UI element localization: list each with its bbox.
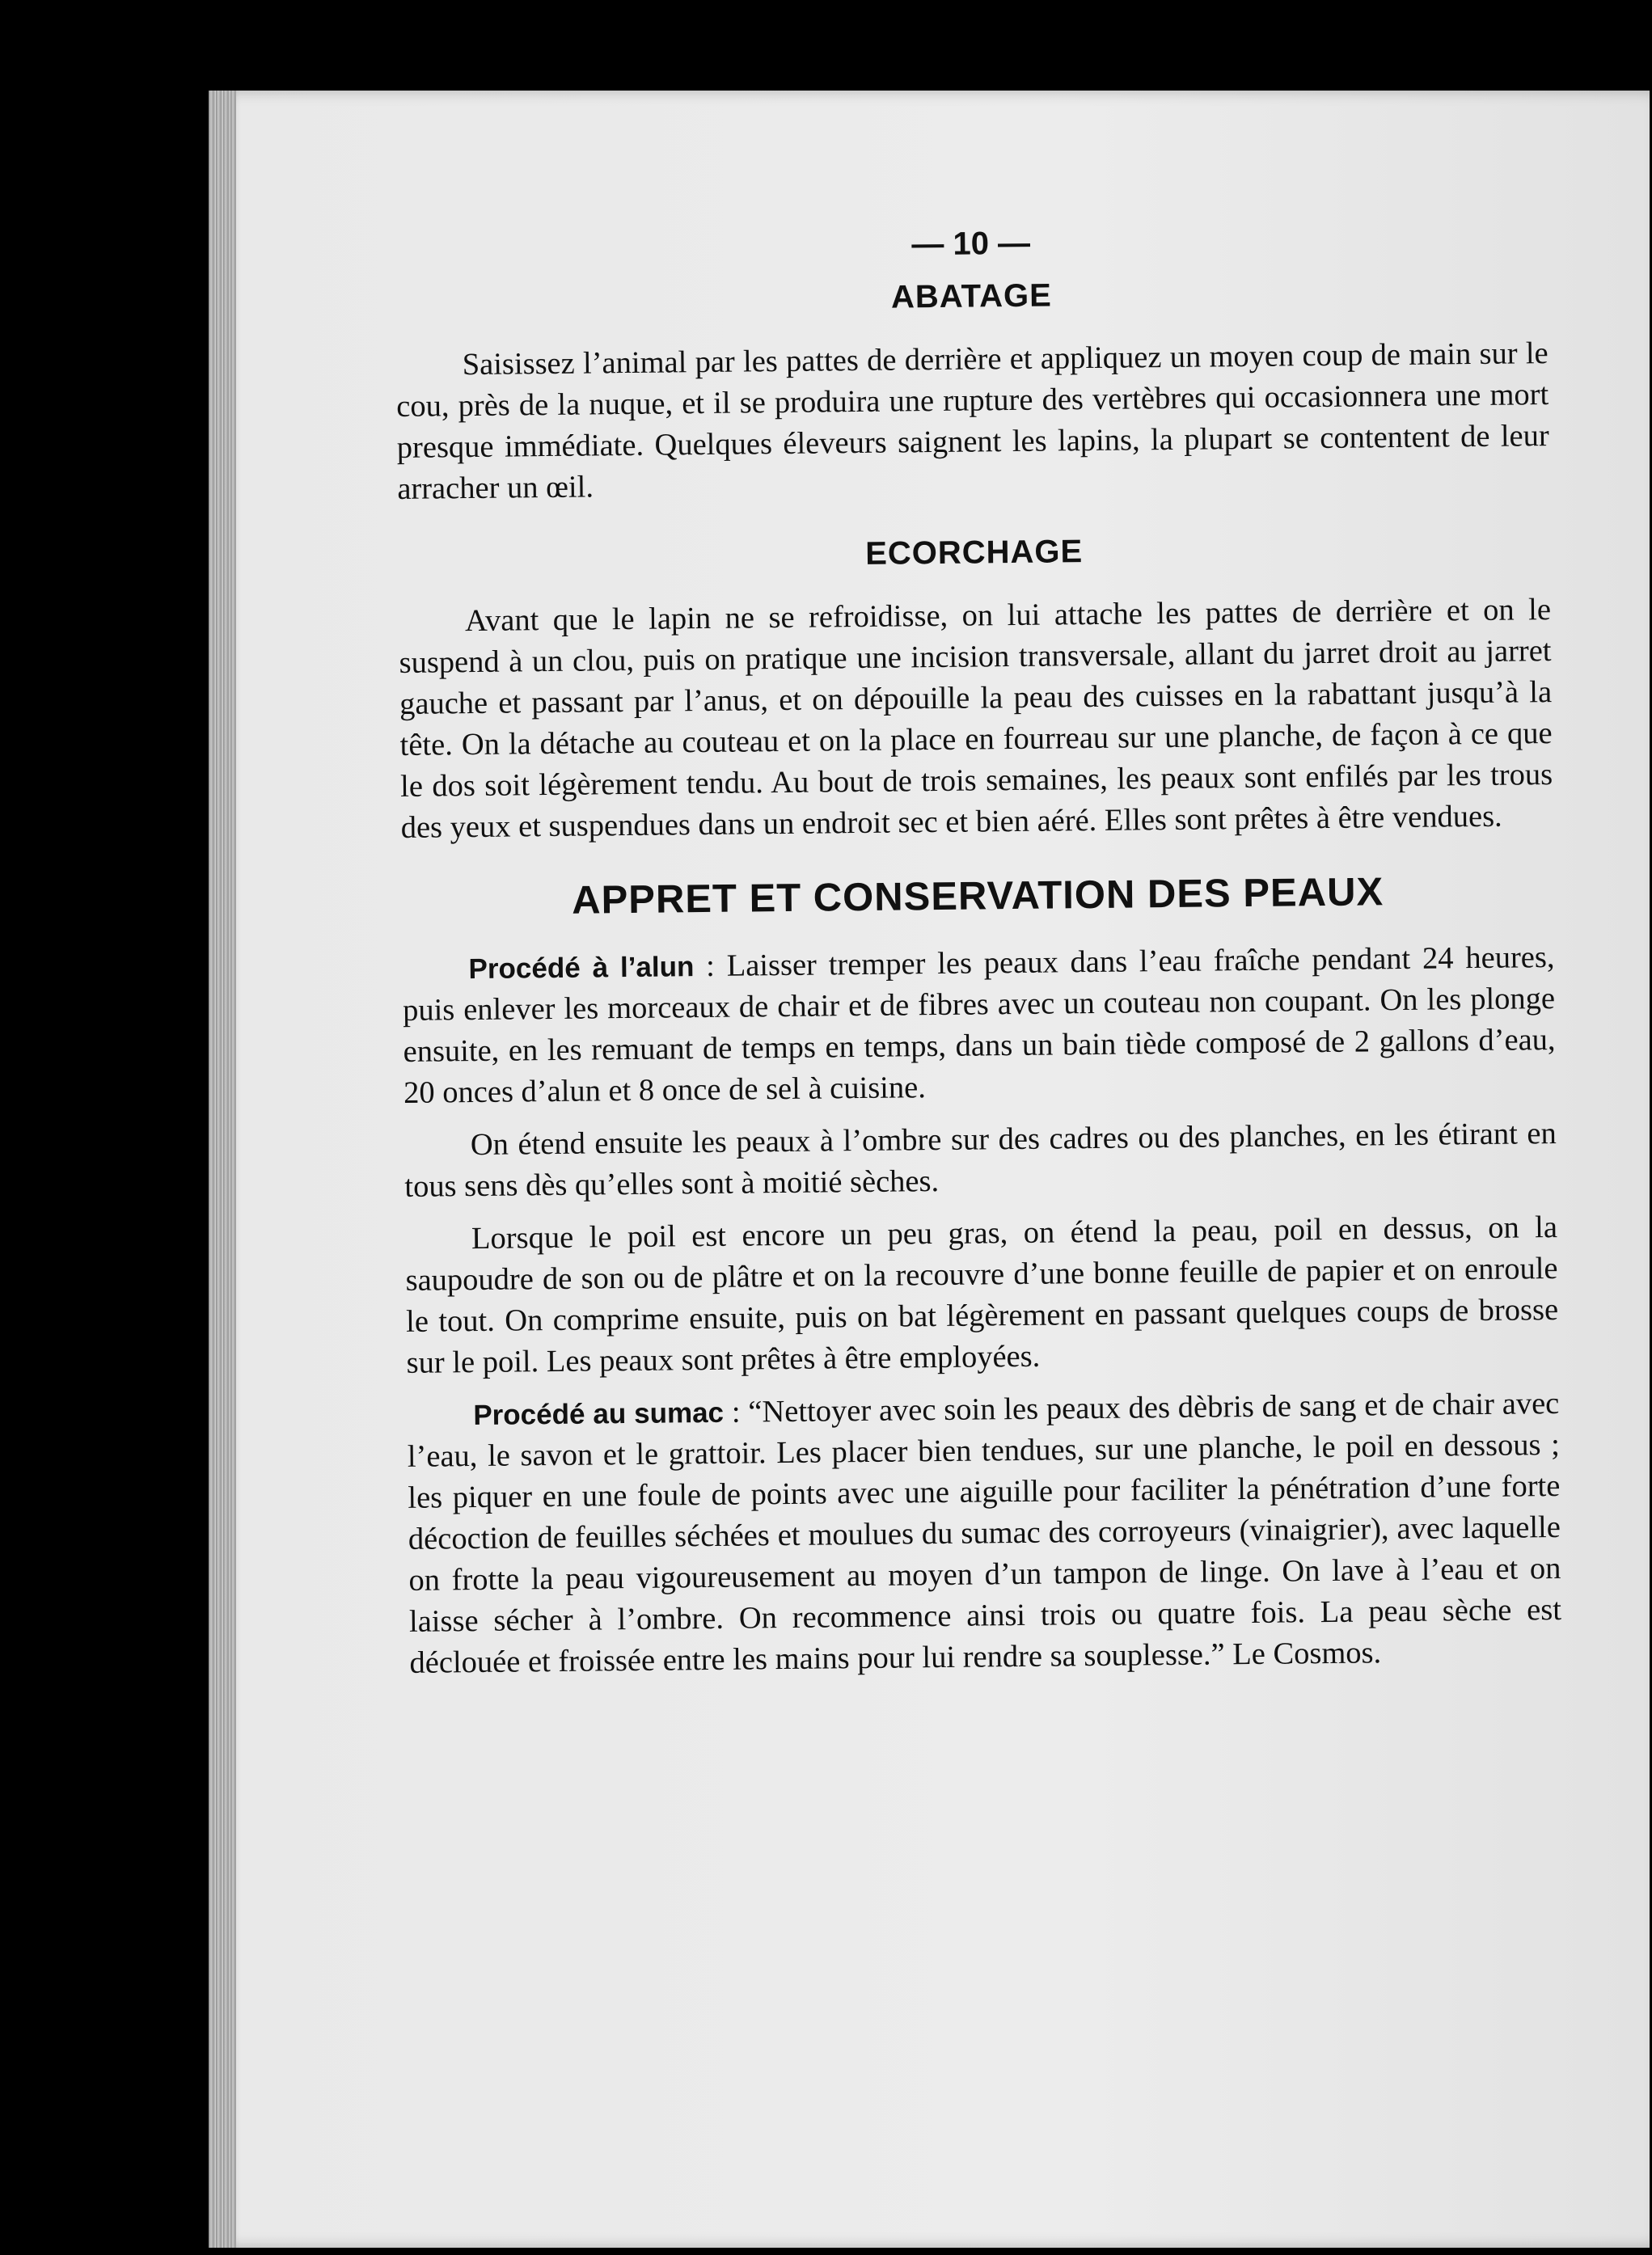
paragraph-abatage: Saisissez l’animal par les pattes de derrière et appliquez un moyen coup de main sur le cou, près de la nuque, et il se produira une rupture des vertèbres qui occasionnera une mort presque immédiate. Quelques éleveurs saignent les lapins, la plupart se contentent de leur arracher un œil.	[396, 336, 1549, 506]
paragraph-sumac	[407, 1383, 1562, 1684]
text-procede-sumac: : “Nettoyer avec soin les peaux des dèbris de sang et de chair avec l’eau, le savon et le grattoir. Les placer bien tendues, sur une planche, le poil en dessous ; les piquer en une foule de points avec une aiguille pour faciliter la pénétration d’une forte décoction de feuilles séchées et moulues du sumac des corroyeurs (vinaigrier), avec laquelle on frotte la peau vigoureusement au moyen d’un tampon de linge. On lave à l’eau et on laisse sécher à l’ombre. On recommence ainsi trois ou quatre fois. La peau sèche est déclouée et froissée entre les mains pour lui rendre sa souplesse.” Le Cosmos.	[407, 1386, 1562, 1680]
book-page	[209, 91, 1650, 2248]
page-text-block	[395, 220, 1562, 1684]
page-number: — 10 —	[911, 225, 1031, 263]
book-binding-edge	[209, 91, 236, 2248]
paragraph-etend-peaux: On étend ensuite les peaux à l’ombre sur des cadres ou des planches, en les étirant en tous sens dès qu’elles sont à moitié sèches.	[404, 1117, 1557, 1204]
heading-appret-conservation: APPRET ET CONSERVATION DES PEAUX	[571, 870, 1384, 923]
text-procede-alun: : Laisser tremper les peaux dans l’eau fraîche pendant 24 heures, puis enlever les morceaux de chair et de fibres avec un couteau non coupant. On les plonge ensuite, en les remuant de temps en temps, dans un bain tiède composé de 2 gallons d’eau, 20 onces d’alun et 8 once de sel à cuisine.	[402, 940, 1556, 1110]
label-procede-sumac: Procédé au sumac	[473, 1396, 725, 1432]
scanned-page-frame	[209, 91, 1650, 2248]
heading-abatage: ABATAGE	[890, 277, 1053, 315]
paragraph-alun	[402, 937, 1556, 1114]
paragraph-poil-gras: Lorsque le poil est encore un peu gras, on étend la peau, poil en dessus, on la saupoudre de son ou de plâtre et on la recouvre d’une bonne feuille de papier et on enroule le tout. On comprime ensuite, puis on bat légèrement en passant quelques coups de brosse sur le poil. Les peaux sont prêtes à être employées.	[405, 1210, 1559, 1380]
paragraph-ecorchage: Avant que le lapin ne se refroidisse, on lui attache les pattes de derrière et on le suspend à un clou, puis on pratique une incision transversale, allant du jarret droit au jarret gauche et passant par l’anus, et on dépouille la peau des cuisses en la rabattant jusqu’à la tête. On la détache au couteau et on la place en fourreau sur une planche, de façon à ce que le dos soit légèrement tendu. Au bout de trois semaines, les peaux sont enfilés par les trous des yeux et suspendues dans un endroit sec et bien aéré. Elles sont prêtes à être vendues.	[399, 593, 1553, 845]
label-procede-alun: Procédé à l’alun	[468, 951, 695, 986]
heading-ecorchage: ECORCHAGE	[864, 534, 1084, 572]
